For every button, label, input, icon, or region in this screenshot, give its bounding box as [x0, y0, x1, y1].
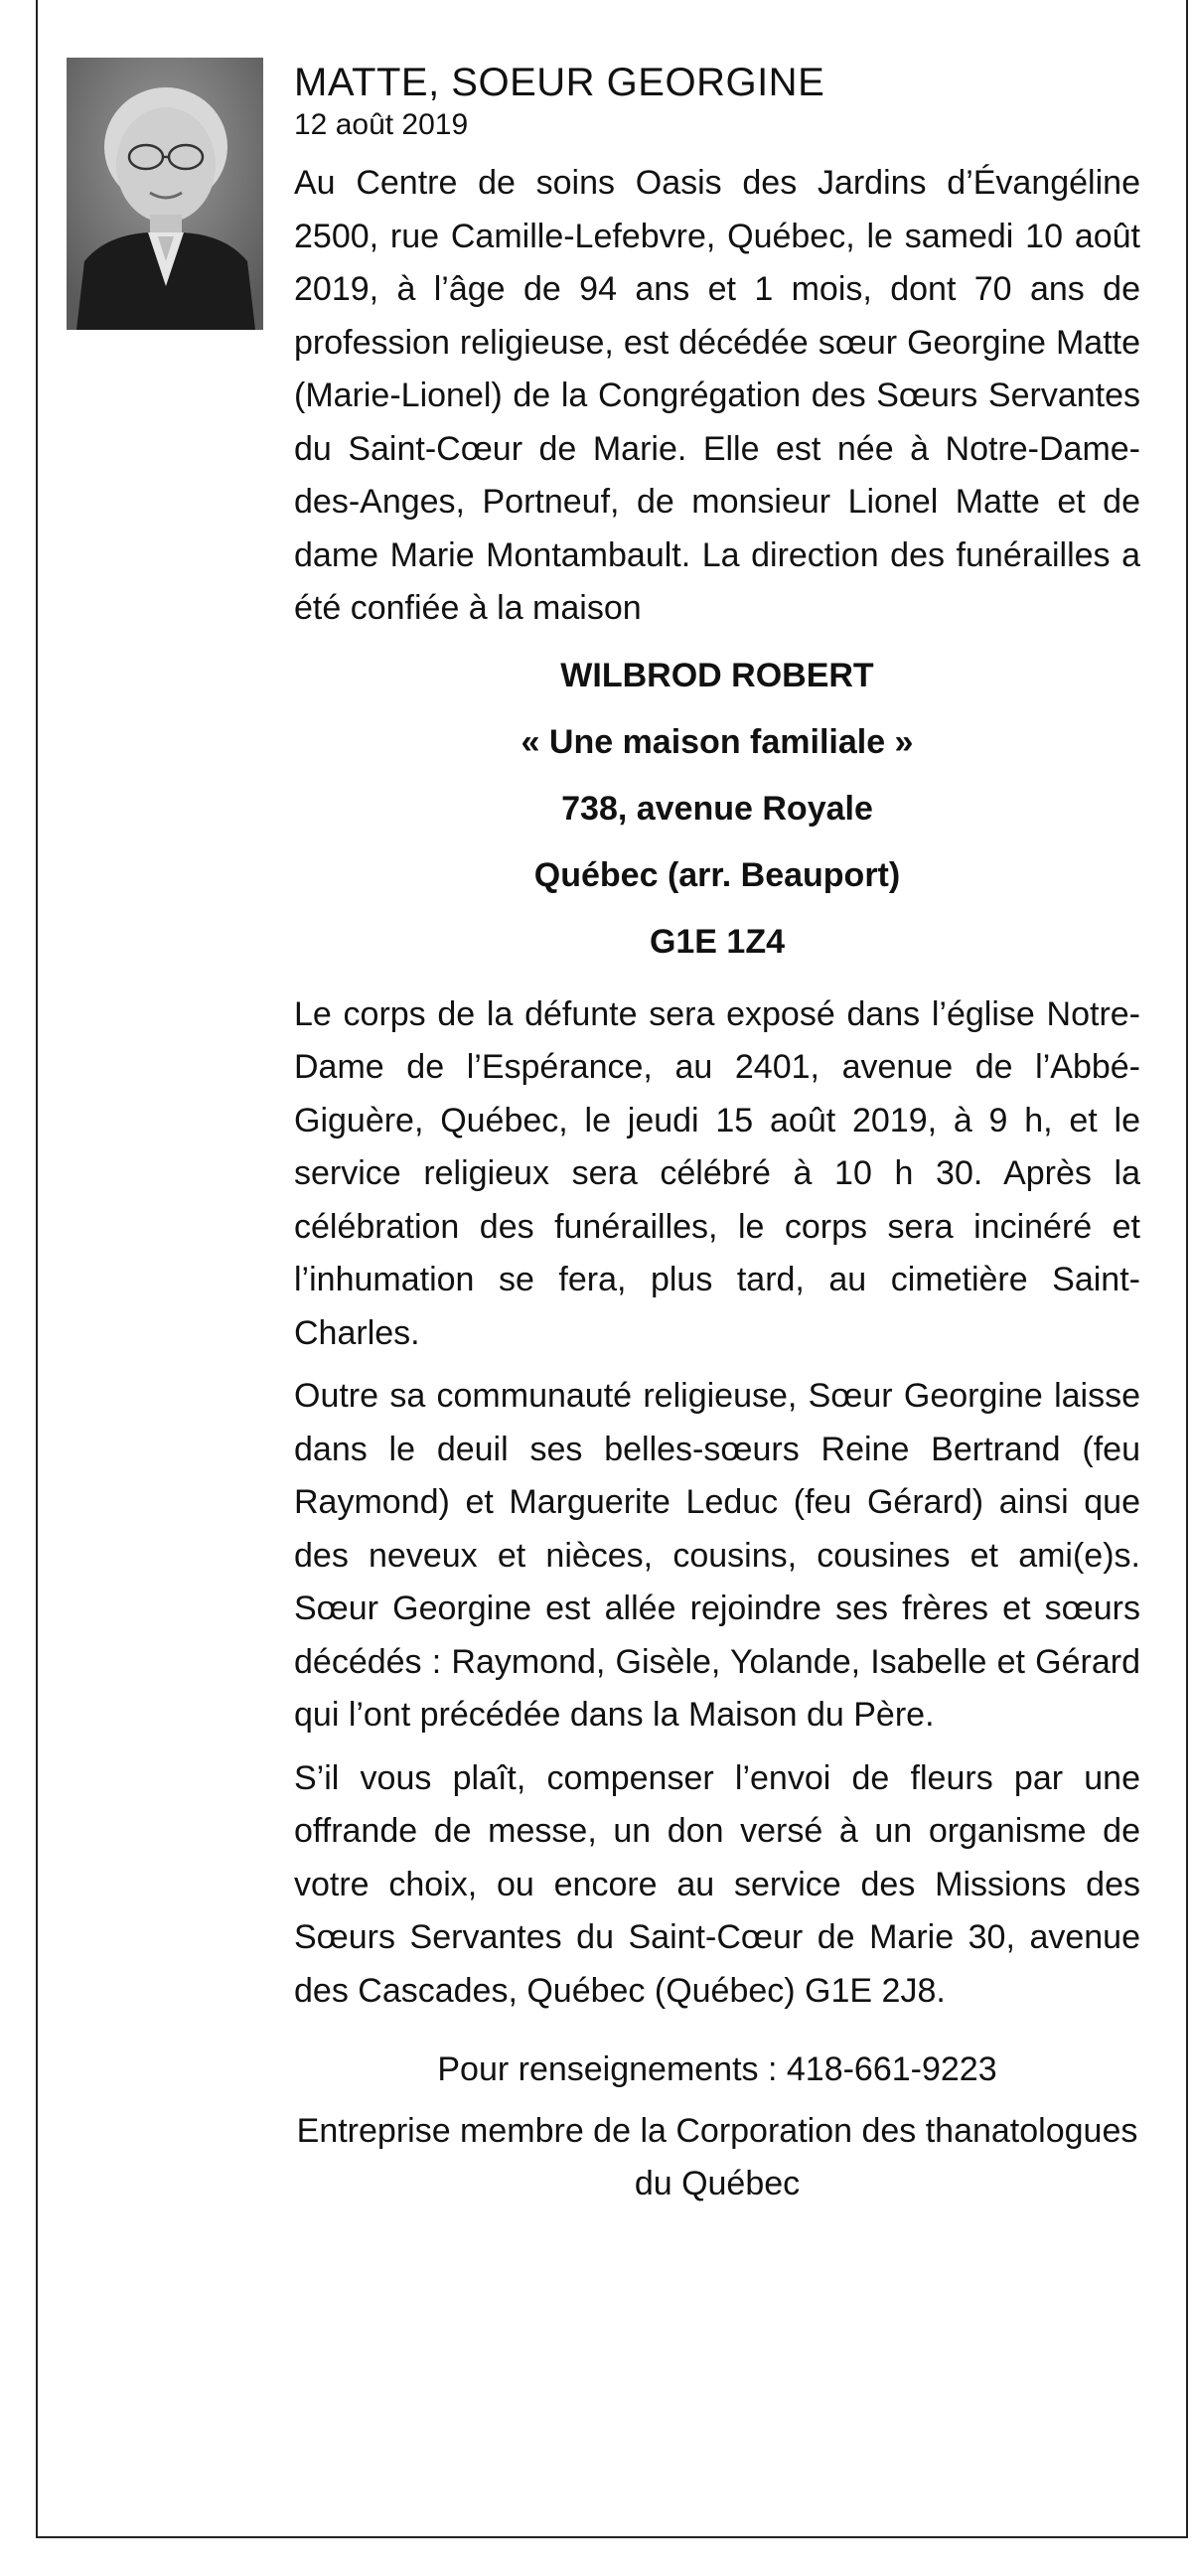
funeral-home-slogan: « Une maison familiale » [521, 722, 914, 761]
funeral-home-postal-code: G1E 1Z4 [649, 922, 786, 961]
portrait-photo [67, 58, 263, 330]
portrait-illustration [67, 58, 263, 330]
contact-info-line: Pour renseignements : 418-661-9223 [437, 2050, 997, 2088]
published-date: 12 août 2019 [294, 108, 469, 141]
family-paragraph: Outre sa communauté religieuse, Sœur Georgine laisse dans le deuil ses belles-sœurs Reine Bertrand (feu Raymond) et Marguerite Leduc (feu Gérard) ainsi que des neveux et nièces, cousins, cousines et ami(e)s. Sœur Georgine est allée rejoindre ses frères et sœurs décédés : Raymond, Gisèle, Yolande, Isabelle et Gérard qui l’ont précédée dans la Maison du Père. [294, 1377, 1140, 1734]
deceased-name: MATTE, SOEUR GEORGINE [294, 61, 825, 104]
funeral-home-city: Québec (arr. Beauport) [533, 855, 901, 894]
member-corporation-line: Entreprise membre de la Corporation des thanatologues du Québec [296, 2111, 1138, 2202]
donation-paragraph: S’il vous plaît, compenser l’envoi de fleurs par une offrande de messe, un don versé à un organisme de votre choix, ou encore au service des Missions des Sœurs Servantes du Saint-Cœur de Marie 30, avenue des Cascades, Québec (Québec) G1E 2J8. [294, 1758, 1140, 2010]
service-details-paragraph: Le corps de la défunte sera exposé dans l’église Notre-Dame de l’Espérance, au 2401, avenue de l’Abbé-Giguère, Québec, le jeudi 15 août 2019, à 9 h, et le service religieux sera célébré à 10 h 30. Après la célébration des funérailles, le corps sera incinéré et l’inhumation se fera, plus tard, au cimetière Saint-Charles. [294, 994, 1140, 1352]
funeral-home-name: WILBROD ROBERT [560, 656, 874, 694]
funeral-home-address: 738, avenue Royale [561, 789, 873, 828]
announcement-paragraph: Au Centre de soins Oasis des Jardins d’Évangéline 2500, rue Camille-Lefebvre, Québec, le samedi 10 août 2019, à l’âge de 94 ans et 1 mois, dont 70 ans de profession religieuse, est décédée sœur Georgine Matte (Marie-Lionel) de la Congrégation des Sœurs Servantes du Saint-Cœur de Marie. Elle est née à Notre-Dame-des-Anges, Portneuf, de monsieur Lionel Matte et de dame Marie Montambault. La direction des funérailles a été confiée à la maison [294, 164, 1140, 627]
obituary-content [294, 60, 1140, 2219]
